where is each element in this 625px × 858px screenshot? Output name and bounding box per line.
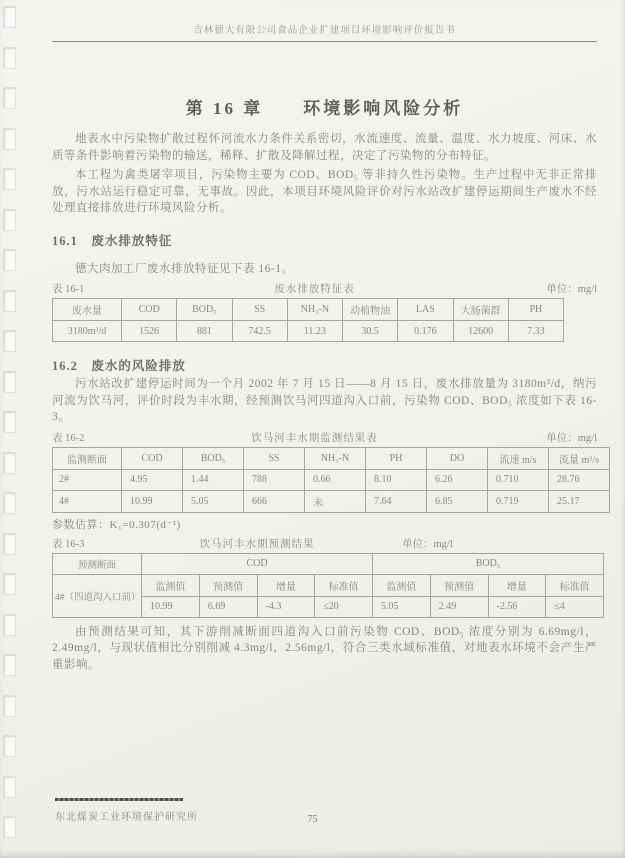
page-number: 75 bbox=[307, 814, 318, 825]
table-subheader-cell: 监测值 bbox=[142, 574, 200, 596]
table-16-1-label: 表 16-1 bbox=[52, 284, 85, 295]
section-16-2-paragraph: 污水站改扩建停运时间为一个月 2002 年 7 月 15 日——8 月 15 日，废水排放量为 3180m³/d，纳污河流为饮马河，评价时段为丰水期，经预测饮马河四道沟入口前，污染物 COD、BOD₅ 浓度如下表 16-3。 bbox=[52, 378, 597, 423]
binding-hole bbox=[3, 654, 16, 676]
table-header-cell: 动植物油 bbox=[343, 299, 398, 321]
table-subheader-cell: 监测值 bbox=[373, 574, 431, 596]
table-row bbox=[53, 490, 610, 512]
section-heading-16-1: 16.1 废水排放特征 bbox=[52, 233, 173, 248]
table-header-cell: NH₃-N bbox=[305, 447, 366, 469]
table-16-1 bbox=[52, 298, 564, 342]
table-cell: 5.05 bbox=[373, 596, 431, 617]
table-cell: 8.10 bbox=[366, 469, 427, 490]
section-heading-16-2: 16.2 废水的风险排放 bbox=[52, 359, 186, 373]
table-16-2 bbox=[52, 447, 610, 513]
table-header-cell: SS bbox=[244, 447, 305, 469]
binding-hole bbox=[3, 128, 16, 150]
table-header-cell: 预测断面 bbox=[53, 553, 142, 574]
table-cell: 30.5 bbox=[343, 321, 398, 342]
table-cell: 4.95 bbox=[122, 469, 183, 490]
table-cell: 5.05 bbox=[183, 490, 244, 512]
table-header-cell: PH bbox=[366, 447, 427, 469]
binding-hole bbox=[3, 452, 16, 474]
table-header-cell: BOD₅ bbox=[183, 447, 244, 469]
table-cell: 6.85 bbox=[427, 490, 488, 512]
binding-hole bbox=[3, 290, 16, 312]
table-header-cell: 流量 m³/s bbox=[549, 447, 610, 469]
binding-hole bbox=[3, 168, 16, 190]
table-subheader-cell: 标准值 bbox=[546, 574, 604, 596]
table-cell: 666 bbox=[244, 490, 305, 512]
binding-hole bbox=[3, 249, 16, 271]
table-16-3 bbox=[52, 553, 604, 618]
table-cell: 12600 bbox=[453, 321, 508, 342]
table-cell: 25.17 bbox=[549, 490, 610, 512]
table-cell: 4# bbox=[53, 490, 122, 512]
table-subheader-cell: 预测值 bbox=[430, 574, 488, 596]
table-cell: 788 bbox=[244, 469, 305, 490]
binding-hole bbox=[3, 87, 16, 109]
header-rule bbox=[52, 41, 597, 42]
table-header-cell: 大肠菌群 bbox=[453, 299, 508, 321]
table-cell: -4.3 bbox=[257, 596, 315, 617]
table-cell: 10.99 bbox=[122, 490, 183, 512]
binding-hole bbox=[3, 371, 16, 393]
table-cell: 6.69 bbox=[199, 596, 257, 617]
table-cell: 11.23 bbox=[287, 321, 342, 342]
table-cell-section: 4#（四道沟入口前） bbox=[53, 574, 142, 617]
chapter-title: 第 16 章 环境影响风险分析 bbox=[185, 99, 464, 118]
table-header-cell: BOD₅ bbox=[177, 299, 232, 321]
table-header-cell: PH bbox=[508, 299, 563, 321]
binding-hole bbox=[3, 492, 16, 514]
table-16-2-unit: 单位：mg/l bbox=[546, 432, 597, 444]
table-cell: 6.26 bbox=[427, 469, 488, 490]
table-16-3-caption bbox=[52, 536, 597, 551]
table-16-3-title: 饮马河丰水期预测结果 bbox=[199, 538, 315, 550]
table-cell: 1.44 bbox=[183, 469, 244, 490]
table-cell: ≤20 bbox=[315, 596, 373, 617]
binding-hole bbox=[3, 735, 16, 757]
binding-hole bbox=[3, 695, 16, 717]
table-subheader-cell: 增量 bbox=[257, 574, 315, 596]
table-group-header-cod: COD bbox=[142, 553, 373, 574]
table-16-2-title: 饮马河丰水期监测结果表 bbox=[251, 432, 378, 444]
table-16-1-title: 废水排放特征表 bbox=[274, 284, 355, 295]
intro-paragraph-1: 地表水中污染物扩散过程怀河流水力条件关系密切，水流速度、流量、温度、水力坡度、河床、水质等条件影响着污染物的输送，稀释、扩散及降解过程，决定了污染物的分布特征。 bbox=[52, 133, 597, 162]
table-header-cell: 废水量 bbox=[53, 299, 122, 321]
table-subheader-cell: 标准值 bbox=[315, 574, 373, 596]
intro-paragraph-2: 本工程为禽类屠宰项目，污染物主要为 COD、BOD₅ 等非持久性污染物。生产过程中无非正常排放，污水站运行稳定可靠，无事故。因此，本项目环境风险评价对污水站改扩建停运期间生产废水不经处理直接排放进行环境风险分析。 bbox=[52, 169, 597, 214]
table-header-cell: DO bbox=[427, 447, 488, 469]
table-cell: ≤4 bbox=[546, 596, 604, 617]
table-header-cell: SS bbox=[232, 299, 287, 321]
table-16-3-label: 表 16-3 bbox=[52, 538, 85, 550]
table-header-cell: NH₃-N bbox=[287, 299, 342, 321]
table-row bbox=[53, 299, 564, 321]
table-cell: -2.56 bbox=[488, 596, 546, 617]
table-16-3-unit: 单位：mg/l bbox=[402, 538, 453, 550]
binding-hole bbox=[3, 573, 16, 595]
binding-hole bbox=[3, 776, 16, 798]
conclusion-paragraph: 由预测结果可知，其下游削减断面四道沟入口前污染物 COD、BOD₅ 浓度分别为 6.69mg/l，2.49mg/l，与现状值相比分别削减 4.3mg/l，2.56mg/l，符合三类水域标准值，对地表水环境不会产生严重影响。 bbox=[52, 625, 597, 671]
running-header: 吉林德大有限公司食品企业扩建项目环境影响评价报告书 bbox=[193, 26, 456, 36]
table-group-header-bod: BOD₅ bbox=[373, 553, 604, 574]
table-row bbox=[53, 469, 610, 490]
table-header-cell: COD bbox=[122, 299, 177, 321]
parameter-note: 参数估算：K₁=0.307(d⁻¹) bbox=[52, 518, 181, 531]
table-cell: 未 bbox=[305, 490, 366, 512]
table-cell: 881 bbox=[177, 321, 232, 342]
table-header-cell: LAS bbox=[398, 299, 453, 321]
table-cell: 2.49 bbox=[430, 596, 488, 617]
footer-stripe bbox=[55, 798, 183, 801]
table-16-2-label: 表 16-2 bbox=[52, 432, 85, 444]
section-16-1-paragraph: 德大肉加工厂废水排放特征见下表 16-1。 bbox=[75, 262, 294, 275]
binding-hole bbox=[3, 614, 16, 636]
table-cell: 7.33 bbox=[508, 321, 563, 342]
binding-hole bbox=[3, 209, 16, 231]
table-header-cell: 监测断面 bbox=[53, 447, 122, 469]
table-cell: 10.99 bbox=[142, 596, 200, 617]
table-row bbox=[53, 447, 610, 469]
binding-hole bbox=[3, 47, 16, 69]
table-subheader-cell: 预测值 bbox=[199, 574, 257, 596]
binding-hole bbox=[3, 411, 16, 433]
table-cell: 0.66 bbox=[305, 469, 366, 490]
table-cell: 7.64 bbox=[366, 490, 427, 512]
table-cell: 28.76 bbox=[549, 469, 610, 490]
table-cell: 0.710 bbox=[488, 469, 549, 490]
table-16-1-unit: 单位：mg/l bbox=[546, 284, 597, 295]
binding-hole bbox=[3, 533, 16, 555]
table-header-cell: COD bbox=[122, 447, 183, 469]
table-cell: 3180m³/d bbox=[53, 321, 122, 342]
table-cell: 0.176 bbox=[398, 321, 453, 342]
table-cell: 0.719 bbox=[488, 490, 549, 512]
table-row bbox=[53, 553, 604, 574]
table-subheader-cell: 增量 bbox=[488, 574, 546, 596]
table-cell: 2# bbox=[53, 469, 122, 490]
binding-hole bbox=[3, 330, 16, 352]
table-16-1-caption bbox=[52, 281, 597, 296]
page-footer bbox=[0, 798, 625, 858]
table-cell: 1526 bbox=[122, 321, 177, 342]
table-row bbox=[53, 574, 604, 596]
page-content bbox=[52, 0, 597, 676]
footer-institute: 东北煤炭工业环境保护研究所 bbox=[55, 812, 198, 823]
table-cell: 742.5 bbox=[232, 321, 287, 342]
table-16-2-caption bbox=[52, 430, 597, 445]
table-header-cell: 流速 m/s bbox=[488, 447, 549, 469]
table-row bbox=[53, 321, 564, 342]
binding-hole bbox=[3, 6, 16, 28]
